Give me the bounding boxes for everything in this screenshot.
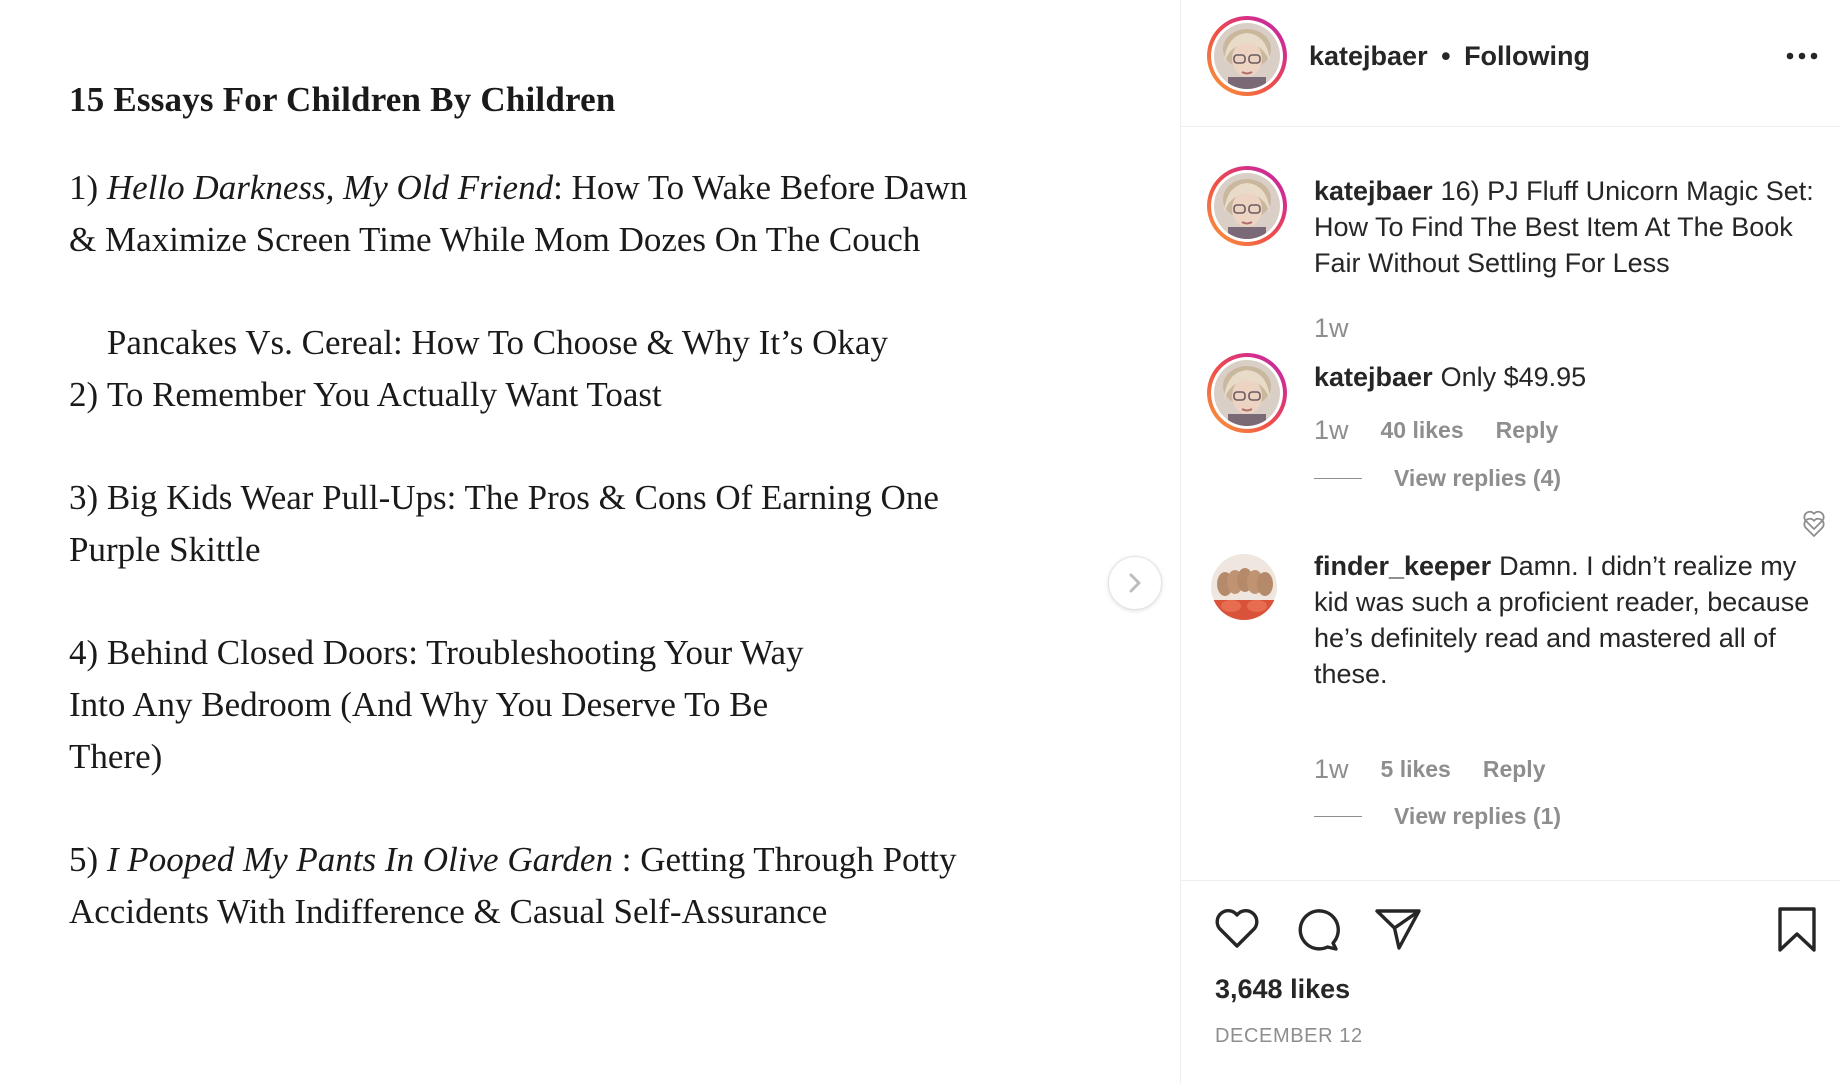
- essay-item: [69, 627, 859, 783]
- header-user: [1309, 41, 1590, 72]
- actions-divider: [1181, 880, 1840, 881]
- essay-item: [69, 834, 969, 938]
- essay-item-number: 3): [69, 478, 107, 517]
- post-likes-count[interactable]: 3,648 likes: [1215, 974, 1351, 1004]
- chevron-right-icon: [1126, 572, 1144, 594]
- comment-time[interactable]: 1w: [1314, 415, 1349, 445]
- view-replies-label: View replies (1): [1394, 803, 1562, 829]
- avatar-image: [1214, 173, 1280, 239]
- comments-list[interactable]: [1181, 127, 1840, 880]
- view-replies-label: View replies (4): [1394, 465, 1562, 491]
- comment-meta: [1314, 754, 1578, 785]
- reply-button[interactable]: Reply: [1495, 417, 1559, 443]
- avatar[interactable]: [1207, 353, 1287, 433]
- comment-username[interactable]: katejbaer: [1314, 362, 1433, 392]
- caption-time[interactable]: 1w: [1314, 313, 1349, 343]
- share-icon[interactable]: [1377, 911, 1419, 948]
- avatar[interactable]: [1207, 166, 1287, 246]
- more-horizontal-icon[interactable]: [1785, 44, 1819, 68]
- following-button[interactable]: Following: [1464, 41, 1591, 71]
- comment-text: [1314, 359, 1814, 395]
- essay-item-text: Big Kids Wear Pull-Ups: The Pros & Cons Of Earning One Purple Skittle: [69, 478, 939, 569]
- comment-icon[interactable]: [1293, 906, 1341, 952]
- essay-item-italic: I Pooped My Pants In Olive Garden: [106, 840, 613, 879]
- replies-line: [1314, 816, 1362, 817]
- comment-likes[interactable]: 5 likes: [1380, 756, 1451, 782]
- view-replies-button[interactable]: [1314, 803, 1561, 830]
- comment-username[interactable]: finder_keeper: [1314, 551, 1492, 581]
- essay-title: 15 Essays For Children By Children: [69, 80, 616, 119]
- comment-body: Only $49.95: [1440, 362, 1587, 392]
- essay-item-text: Behind Closed Doors: Troubleshooting Your Way Into Any Bedroom (And Why You Deserve To Be There): [69, 633, 804, 776]
- bookmark-icon[interactable]: [1777, 906, 1817, 954]
- view-replies-button[interactable]: [1314, 465, 1561, 492]
- essay-item-number: 5): [69, 840, 107, 879]
- essay-item-text: Pancakes Vs. Cereal: How To Choose & Why It’s Okay To Remember You Actually Want Toast: [106, 323, 888, 414]
- reply-button[interactable]: Reply: [1482, 756, 1546, 782]
- essay-item: [69, 162, 969, 266]
- comment-meta: [1314, 415, 1590, 446]
- heart-icon[interactable]: [1213, 906, 1261, 950]
- avatar-image: [1211, 554, 1277, 620]
- post-sidebar: [1181, 0, 1840, 1084]
- essay-item-number: 1): [69, 168, 107, 207]
- caption-username[interactable]: katejbaer: [1314, 176, 1433, 206]
- avatar-image: [1214, 360, 1280, 426]
- caption-body: 16) PJ Fluff Unicorn Magic Set: How To Find The Best Item At The Book Fair Without Settling For Less: [1314, 176, 1814, 278]
- avatar[interactable]: [1207, 16, 1287, 96]
- comment-text: [1314, 548, 1814, 692]
- header-separator: •: [1441, 41, 1451, 71]
- essay-item-italic: Hello Darkness, My Old Friend: [106, 168, 554, 207]
- essay-text: [69, 80, 969, 989]
- essay-item: [69, 472, 969, 576]
- comment-likes[interactable]: 40 likes: [1380, 417, 1464, 443]
- header-username[interactable]: katejbaer: [1309, 41, 1428, 71]
- avatar-image: [1214, 23, 1280, 89]
- essay-item-number: 2): [69, 375, 107, 414]
- post-header: [1181, 0, 1840, 127]
- essay-item: [69, 317, 969, 421]
- essay-item-text: : How To Wake Before Dawn & Maximize Screen Time While Mom Dozes On The Couch: [69, 168, 968, 259]
- comment-time[interactable]: 1w: [1314, 754, 1349, 784]
- caption-meta: [1314, 313, 1381, 344]
- like-comment-heart-icon[interactable]: [1802, 516, 1826, 538]
- caption-text: [1314, 173, 1814, 281]
- next-slide-button[interactable]: [1108, 556, 1162, 610]
- essay-item-text: : Getting Through Potty Accidents With Indifference & Casual Self-Assurance: [69, 840, 957, 931]
- comment-body: Damn. I didn’t realize my kid was such a proficient reader, because he’s definitely read and mastered all of these.: [1314, 551, 1810, 689]
- avatar[interactable]: [1211, 554, 1277, 620]
- replies-line: [1314, 478, 1362, 479]
- post-date[interactable]: DECEMBER 12: [1215, 1025, 1363, 1047]
- essay-item-number: 4): [69, 633, 107, 672]
